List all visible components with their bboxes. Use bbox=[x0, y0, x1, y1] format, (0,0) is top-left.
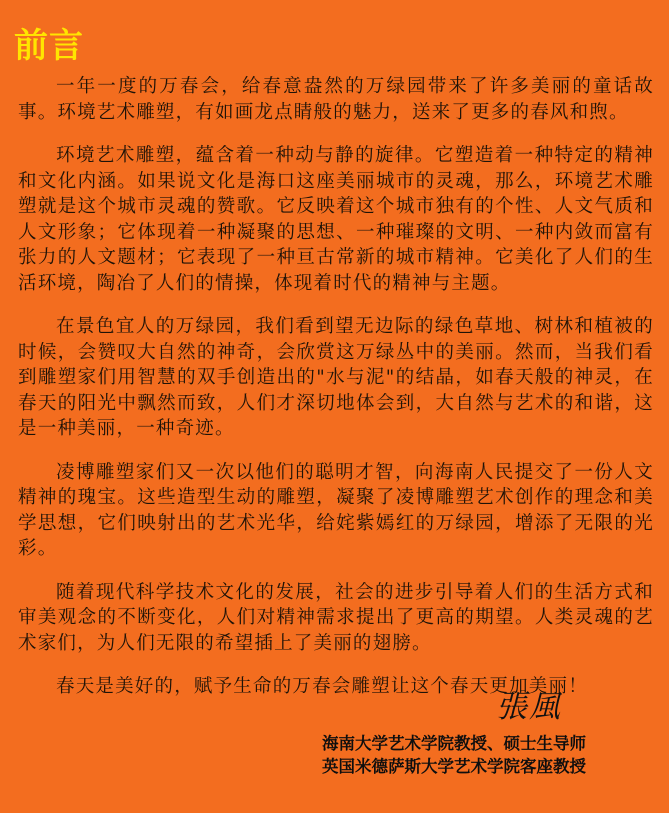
author-affiliation-1: 海南大学艺术学院教授、硕士生导师 bbox=[322, 734, 586, 753]
preface-body bbox=[18, 74, 654, 718]
page-title: 前言 bbox=[14, 26, 84, 66]
paragraph-4: 凌博雕塑家们又一次以他们的聪明才智，向海南人民提交了一份人文精神的瑰宝。这些造型生动的雕塑，凝聚了凌博雕塑艺术创作的理念和美学思想，它们映射出的艺术光华，给姹紫嫣红的万绿园，增添了无限的光彩。 bbox=[18, 461, 654, 559]
author-affiliation-2: 英国米德萨斯大学艺术学院客座教授 bbox=[322, 757, 586, 776]
paragraph-6: 春天是美好的，赋予生命的万春会雕塑让这个春天更加美丽！ bbox=[56, 676, 588, 697]
paragraph-3: 在景色宜人的万绿园，我们看到望无边际的绿色草地、树林和植被的时候，会赞叹大自然的神奇，会欣赏这万绿丛中的美丽。然而，当我们看到雕塑家们用智慧的双手创造出的"水与泥"的结晶，如春天般的神灵，在春天的阳光中飘然而致，人们才深切地体会到，大自然与艺术的和谐，这是一种美丽，一种奇迹。 bbox=[18, 316, 654, 439]
author-signature: 張風 bbox=[496, 689, 562, 725]
paragraph-1: 一年一度的万春会，给春意盎然的万绿园带来了许多美丽的童话故事。环境艺术雕塑，有如画龙点睛般的魅力，送来了更多的春风和煦。 bbox=[18, 76, 654, 123]
paragraph-5: 随着现代科学技术文化的发展，社会的进步引导着人们的生活方式和审美观念的不断变化，人们对精神需求提出了更高的期望。人类灵魂的艺术家们，为人们无限的希望插上了美丽的翅膀。 bbox=[18, 581, 654, 654]
paragraph-2: 环境艺术雕塑，蕴含着一种动与静的旋律。它塑造着一种特定的精神和文化内涵。如果说文化是海口这座美丽城市的灵魂，那么，环境艺术雕塑就是这个城市灵魂的赞歌。它反映着这个城市独有的个性、人文气质和人文形象；它体现着一种凝聚的思想、一种璀璨的文明、一种内敛而富有张力的人文题材；它表现了一种亘古常新的城市精神。它美化了人们的生活环境，陶冶了人们的情操，体现着时代的精神与主题。 bbox=[18, 145, 654, 294]
